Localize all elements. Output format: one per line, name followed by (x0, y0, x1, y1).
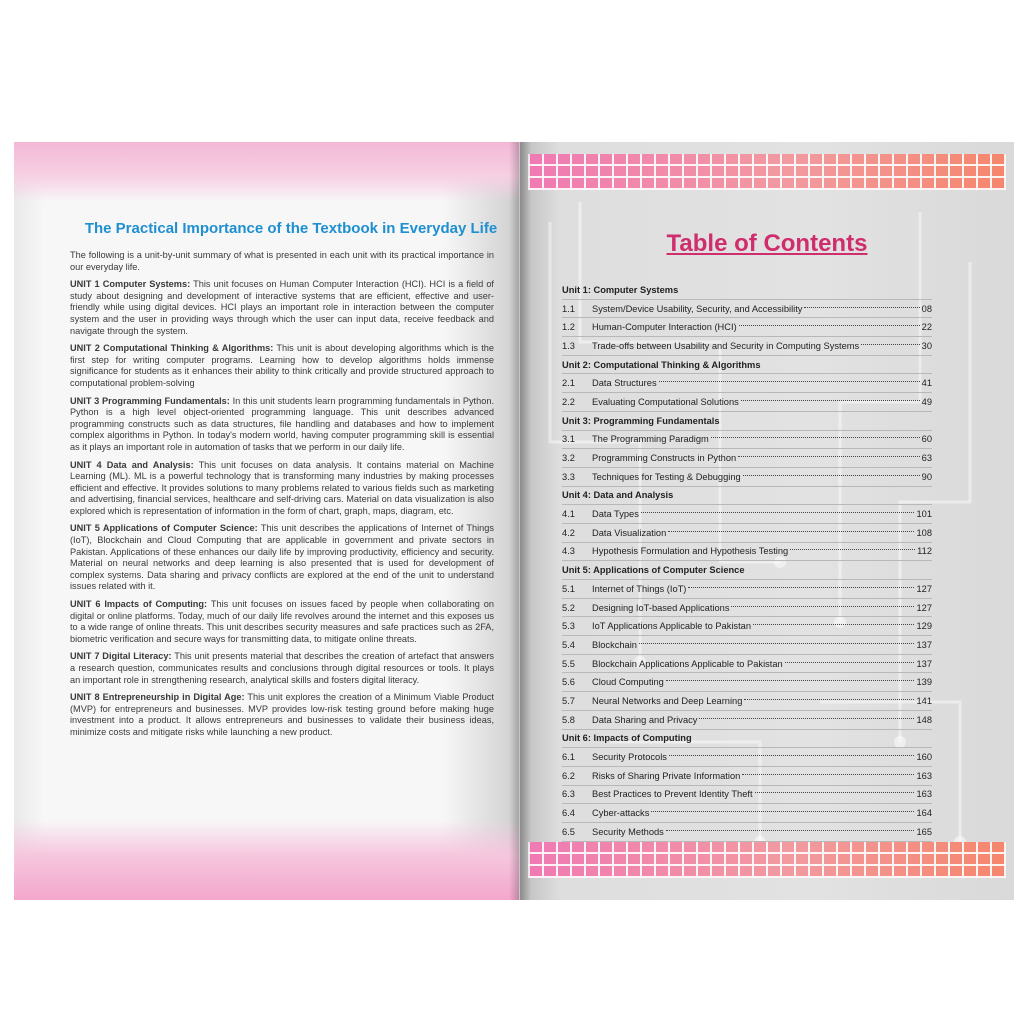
entry-title: Hypothesis Formulation and Hypothesis Testing (592, 546, 789, 557)
unit-summaries (70, 250, 494, 745)
toc-entry (562, 318, 932, 336)
entry-number: 6.4 (562, 808, 575, 819)
dot-leader (666, 830, 915, 831)
toc-entry (562, 804, 932, 822)
dot-leader (699, 718, 914, 719)
unit-heading: UNIT 3 Programming Fundamentals: (70, 395, 230, 406)
entry-number: 6.2 (562, 770, 575, 781)
unit-heading: UNIT 8 Entrepreneurship in Digital Age: (70, 692, 245, 703)
entry-number: 4.2 (562, 527, 575, 538)
entry-number: 5.4 (562, 639, 575, 650)
entry-title: System/Device Usability, Security, and Accessibility (592, 303, 803, 314)
entry-number: 5.5 (562, 658, 575, 669)
toc-entry (562, 393, 932, 411)
entry-page: 141 (916, 695, 932, 706)
dot-leader (742, 774, 914, 775)
dot-leader (861, 344, 920, 345)
unit-text: This unit describes the applications of Internet of Things (IoT), Blockchain and Cloud Computing that are applicable in government and private sectors in Pakistan. Applications of these enhances our daily life by improving productivity, efficiency and security. Material on neural networks and deep learning is also presented that is used for development of complex systems. Data sharing and privacy conflicts are explored at the end of the unit to understand issues related with it. (70, 523, 494, 592)
unit-heading: UNIT 1 Computer Systems: (70, 279, 191, 290)
dot-leader (669, 755, 915, 756)
entry-title: Data Visualization (592, 527, 667, 538)
toc-entry (562, 748, 932, 766)
unit-text: This unit focuses on issues faced by people when collaborating on digital or online platforms. Today, much of our daily life revolves around the internet and this exposes us to a wide range of online threats. This unit describes security measures and safe practices such as 2FA, biometric verification and secure ways for transmitting data, to mitigate online threats. (70, 599, 495, 644)
entry-number: 6.3 (562, 789, 575, 800)
unit-heading: UNIT 7 Digital Literacy: (70, 651, 172, 662)
unit-summary (70, 343, 494, 389)
entry-number: 5.7 (562, 695, 575, 706)
dot-leader (688, 587, 914, 588)
toc-entry (562, 617, 932, 635)
entry-title: Security Methods (592, 826, 664, 837)
toc-entry (562, 580, 932, 598)
entry-title: Trade-offs between Usability and Security in Computing Systems (592, 340, 860, 351)
dot-leader (755, 792, 915, 793)
toc-entry (562, 543, 932, 561)
tile-footer-band (528, 842, 1006, 878)
dot-leader (785, 662, 915, 663)
unit-heading: UNIT 2 Computational Thinking & Algorithms: (70, 343, 274, 354)
unit-summary (70, 460, 494, 518)
unit-summary (70, 396, 494, 454)
toc-entry (562, 524, 932, 542)
entry-number: 3.1 (562, 434, 575, 445)
unit-summary (70, 599, 494, 645)
dot-leader (743, 475, 920, 476)
entry-page: 22 (921, 322, 932, 333)
dot-leader (668, 531, 914, 532)
entry-title: Data Sharing and Privacy (592, 714, 698, 725)
entry-number: 1.3 (562, 340, 575, 351)
toc-entry (562, 767, 932, 785)
toc-unit-heading (562, 281, 932, 299)
toc-unit-heading (562, 730, 932, 748)
entry-page: 127 (916, 583, 932, 594)
entry-title: Security Protocols (592, 752, 667, 763)
entry-title: Internet of Things (IoT) (592, 583, 687, 594)
entry-page: 163 (916, 789, 932, 800)
entry-page: 08 (921, 303, 932, 314)
entry-page: 148 (916, 714, 932, 725)
entry-title: Risks of Sharing Private Information (592, 770, 741, 781)
dot-leader (744, 699, 914, 700)
left-page (14, 142, 519, 900)
entry-number: 5.8 (562, 714, 575, 725)
open-textbook (14, 142, 1014, 900)
entry-number: 5.6 (562, 677, 575, 688)
entry-page: 163 (916, 770, 932, 781)
entry-number: 3.2 (562, 453, 575, 464)
dot-leader (659, 381, 920, 382)
toc-unit-heading (562, 356, 932, 374)
entry-number: 5.1 (562, 583, 575, 594)
entry-title: Neural Networks and Deep Learning (592, 695, 743, 706)
toc-entry (562, 449, 932, 467)
entry-number: 5.3 (562, 621, 575, 632)
tile-header-band (528, 154, 1006, 190)
toc-title: Table of Contents (666, 230, 868, 257)
entry-title: Data Types (592, 509, 639, 520)
entry-number: 5.2 (562, 602, 575, 613)
entry-page: 101 (916, 509, 932, 520)
unit-label: Unit 6: Impacts of Computing (562, 733, 692, 744)
entry-number: 4.1 (562, 509, 575, 520)
toc-entry (562, 673, 932, 691)
entry-page: 129 (916, 621, 932, 632)
entry-title: Evaluating Computational Solutions (592, 396, 739, 407)
unit-heading: UNIT 6 Impacts of Computing: (70, 599, 208, 610)
entry-page: 139 (916, 677, 932, 688)
toc-entry (562, 823, 932, 841)
toc-entry (562, 300, 932, 318)
entry-title: Techniques for Testing & Debugging (592, 471, 741, 482)
unit-text: This unit focuses on Human Computer Interaction (HCI). HCI is a field of study about designing and development of interactive systems that are efficient, effective and user-friendly while using digital devices. HCI plays an important role in interaction between the computer system and the user in providing ways through which the user can input data, receive feedback and navigate through the system. (70, 279, 494, 336)
entry-number: 2.1 (562, 378, 575, 389)
entry-title: Blockchain Applications Applicable to Pakistan (592, 658, 783, 669)
toc-unit-heading (562, 487, 932, 505)
entry-title: Blockchain (592, 639, 637, 650)
dot-leader (641, 512, 915, 513)
entry-page: 137 (916, 658, 932, 669)
entry-title: Programming Constructs in Python (592, 453, 737, 464)
dot-leader (666, 680, 915, 681)
unit-summary (70, 523, 494, 593)
pink-header-band (14, 142, 519, 202)
entry-page: 164 (916, 808, 932, 819)
entry-number: 2.2 (562, 396, 575, 407)
toc-entry (562, 337, 932, 355)
entry-number: 1.1 (562, 303, 575, 314)
unit-label: Unit 4: Data and Analysis (562, 490, 674, 501)
entry-page: 108 (916, 527, 932, 538)
unit-text: This unit explores the creation of a Minimum Viable Product (MVP) for entrepreneurs and businesses. MVP provides low-risk testing ground before making huge investment into a product. It allows entrepreneurs and businesses to validate their business ideas, minimize costs and mitigate risks while launching a new product. (70, 692, 494, 737)
entry-page: 30 (921, 340, 932, 351)
toc-entry (562, 711, 932, 729)
entry-title: Best Practices to Prevent Identity Theft (592, 789, 753, 800)
entry-page: 49 (921, 396, 932, 407)
unit-text: This unit is about developing algorithms which is the first step for writing computer programs. Learning how to develop algorithms holds immense significance for students as it enhances their ability to think critically and provide structured approach to computational problem-solving (70, 343, 495, 388)
unit-summary (70, 651, 494, 686)
entry-number: 6.5 (562, 826, 575, 837)
unit-label: Unit 3: Programming Fundamentals (562, 415, 720, 426)
toc-entry (562, 505, 932, 523)
unit-heading: UNIT 4 Data and Analysis: (70, 459, 194, 470)
entry-title: Data Structures (592, 378, 657, 389)
dot-leader (738, 456, 919, 457)
toc-unit-heading (562, 412, 932, 430)
entry-title: IoT Applications Applicable to Pakistan (592, 621, 752, 632)
toc-entry (562, 431, 932, 449)
entry-page: 127 (916, 602, 932, 613)
toc-entry (562, 655, 932, 673)
entry-page: 160 (916, 752, 932, 763)
row-separator (562, 841, 932, 842)
unit-text: In this unit students learn programming fundamentals in Python. Python is a high level object-oriented programming language. This unit describes advanced programming constructs such as data structures, file handling and databases and how to implement complex algorithms in Python. In today's modern world, having computer programming skill is essential as it plays an important role in automation of tasks that we perform in our daily life. (70, 395, 494, 452)
dot-leader (741, 400, 920, 401)
dot-leader (753, 624, 914, 625)
entry-number: 4.3 (562, 546, 575, 557)
dot-leader (711, 437, 920, 438)
toc-entry (562, 786, 932, 804)
entry-title: The Programming Paradigm (592, 434, 709, 445)
entry-page: 112 (917, 546, 932, 557)
entry-number: 6.1 (562, 752, 575, 763)
toc-entry (562, 692, 932, 710)
toc-unit-heading (562, 561, 932, 579)
entry-title: Designing IoT-based Applications (592, 602, 730, 613)
dot-leader (639, 643, 915, 644)
entry-page: 165 (916, 826, 932, 837)
right-page (520, 142, 1014, 900)
pink-footer-band (14, 820, 519, 900)
entry-page: 90 (921, 471, 932, 482)
toc-entry (562, 468, 932, 486)
entry-title: Cyber-attacks (592, 808, 650, 819)
unit-text: This unit presents material that describes the creation of artefact that answers a research question, communicates results and conclusions through digital resources or tools. It plays an important role in strengthening research, analytical skills and fosters digital literacy. (70, 651, 494, 685)
entry-number: 1.2 (562, 322, 575, 333)
toc-entry (562, 374, 932, 392)
dot-leader (739, 325, 920, 326)
unit-label: Unit 5: Applications of Computer Science (562, 565, 745, 576)
toc-entry (562, 636, 932, 654)
entry-page: 60 (921, 434, 932, 445)
entry-title: Cloud Computing (592, 677, 664, 688)
table-of-contents (562, 281, 932, 842)
unit-summary (70, 692, 494, 738)
unit-summary (70, 279, 494, 337)
dot-leader (731, 606, 914, 607)
entry-page: 63 (921, 453, 932, 464)
entry-page: 41 (921, 378, 932, 389)
entry-number: 3.3 (562, 471, 575, 482)
dot-leader (790, 549, 915, 550)
page-title: The Practical Importance of the Textbook in Everyday Life (84, 220, 498, 237)
entry-page: 137 (916, 639, 932, 650)
unit-label: Unit 1: Computer Systems (562, 284, 679, 295)
unit-label: Unit 2: Computational Thinking & Algorithms (562, 359, 761, 370)
intro-paragraph: The following is a unit-by-unit summary of what is presented in each unit with its practical importance in our everyday life. (70, 250, 494, 272)
toc-entry (562, 599, 932, 617)
unit-text: This unit focuses on data analysis. It contains material on Machine Learning (ML). ML is a powerful technology that is transforming many industries by making processes efficient and effective. It provides solutions to many problems related to various fields such as marketing and advertising, financial services, healthcare and self-driving cars. Material on data visualization is also explored which is representation of information in the form of chart, graph, maps, diagram, etc. (70, 459, 495, 516)
entry-title: Human-Computer Interaction (HCI) (592, 322, 737, 333)
unit-heading: UNIT 5 Applications of Computer Science: (70, 523, 258, 534)
dot-leader (651, 811, 914, 812)
dot-leader (804, 307, 919, 308)
